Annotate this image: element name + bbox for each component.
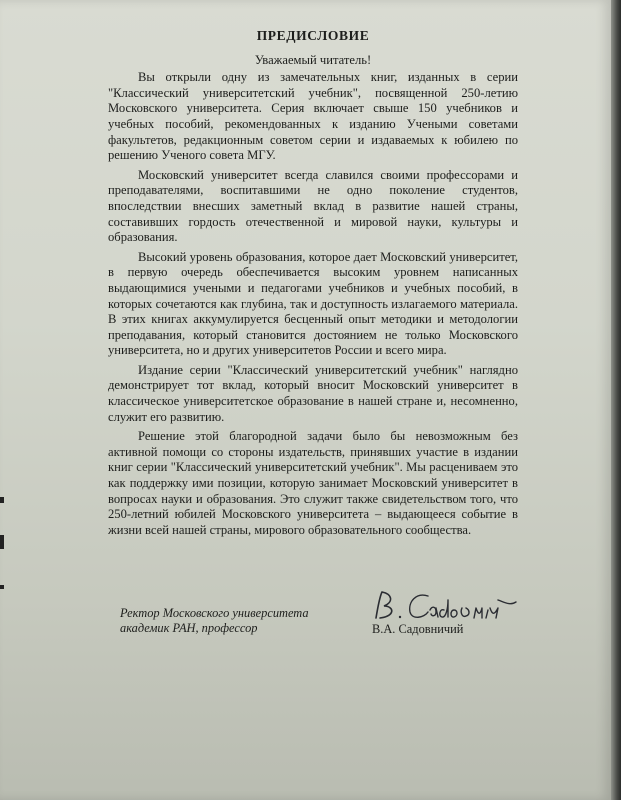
page-title: ПРЕДИСЛОВИЕ (256, 28, 370, 43)
page-edge (611, 0, 621, 800)
salutation: Уважаемый читатель! (254, 52, 372, 67)
signatory-title-line-2: академик РАН, профессор (120, 621, 258, 635)
handwritten-signature (370, 588, 520, 626)
paragraph-2: Московский университет всегда славился своими профессорами и преподавателями, воспитавшими не одно поколение студентов, впоследствии внесших заметный вклад в развитие нашей страны, составивших гордость отечественной и мировой науки, культуры и образования. (108, 167, 518, 245)
paragraph-3: Высокий уровень образования, которое дает Московский университет, в первую очередь обеспечивается высоким уровнем написанных выдающимися учеными и педагогами учебников и учебных пособий, в которых сочетаются как глубина, так и доступность излагаемого материала. В этих книгах аккумулируется бесценный опыт методики и методологии преподавания, который становится достоянием не только Московского университета, но и других университетов России и всего мира. (108, 249, 518, 358)
signatory-name: В.А. Садовничий (372, 622, 464, 636)
margin-mark (0, 497, 4, 503)
paragraph-4: Издание серии "Классический университетский учебник" наглядно демонстрирует тот вклад, который вносит Московский университет в классическое университетское образование в нашей стране и, несомненно, служит его развитию. (108, 362, 518, 424)
paragraph-5: Решение этой благородной задачи было бы невозможным без активной помощи со стороны издательств, принявших участие в издании книг серии "Классический университетский учебник". Мы расцениваем это как поддержку ими позиции, которую занимает Московский университет в вопросах науки и образования. Это служит также свидетельством того, что 250-летний юбилей Московского университета – выдающееся событие в жизни всей нашей страны, мирового образовательного сообщества. (108, 429, 518, 537)
margin-mark (0, 535, 4, 549)
paragraph-1: Вы открыли одну из замечательных книг, изданных в серии "Классический университетский учебник", посвященной 250-летию Московского университета. Серия включает свыше 150 учебников и учебных пособий, рекомендованных к изданию Учеными советами факультетов, редакционным советом серии и издаваемых к юбилею по решению Ученого совета МГУ. (108, 70, 518, 163)
signatory-title (120, 606, 309, 636)
signatory-title-line-1: Ректор Московского университета (120, 606, 309, 620)
preface-body (108, 28, 518, 542)
signature-block (120, 594, 520, 654)
margin-mark (0, 585, 4, 589)
